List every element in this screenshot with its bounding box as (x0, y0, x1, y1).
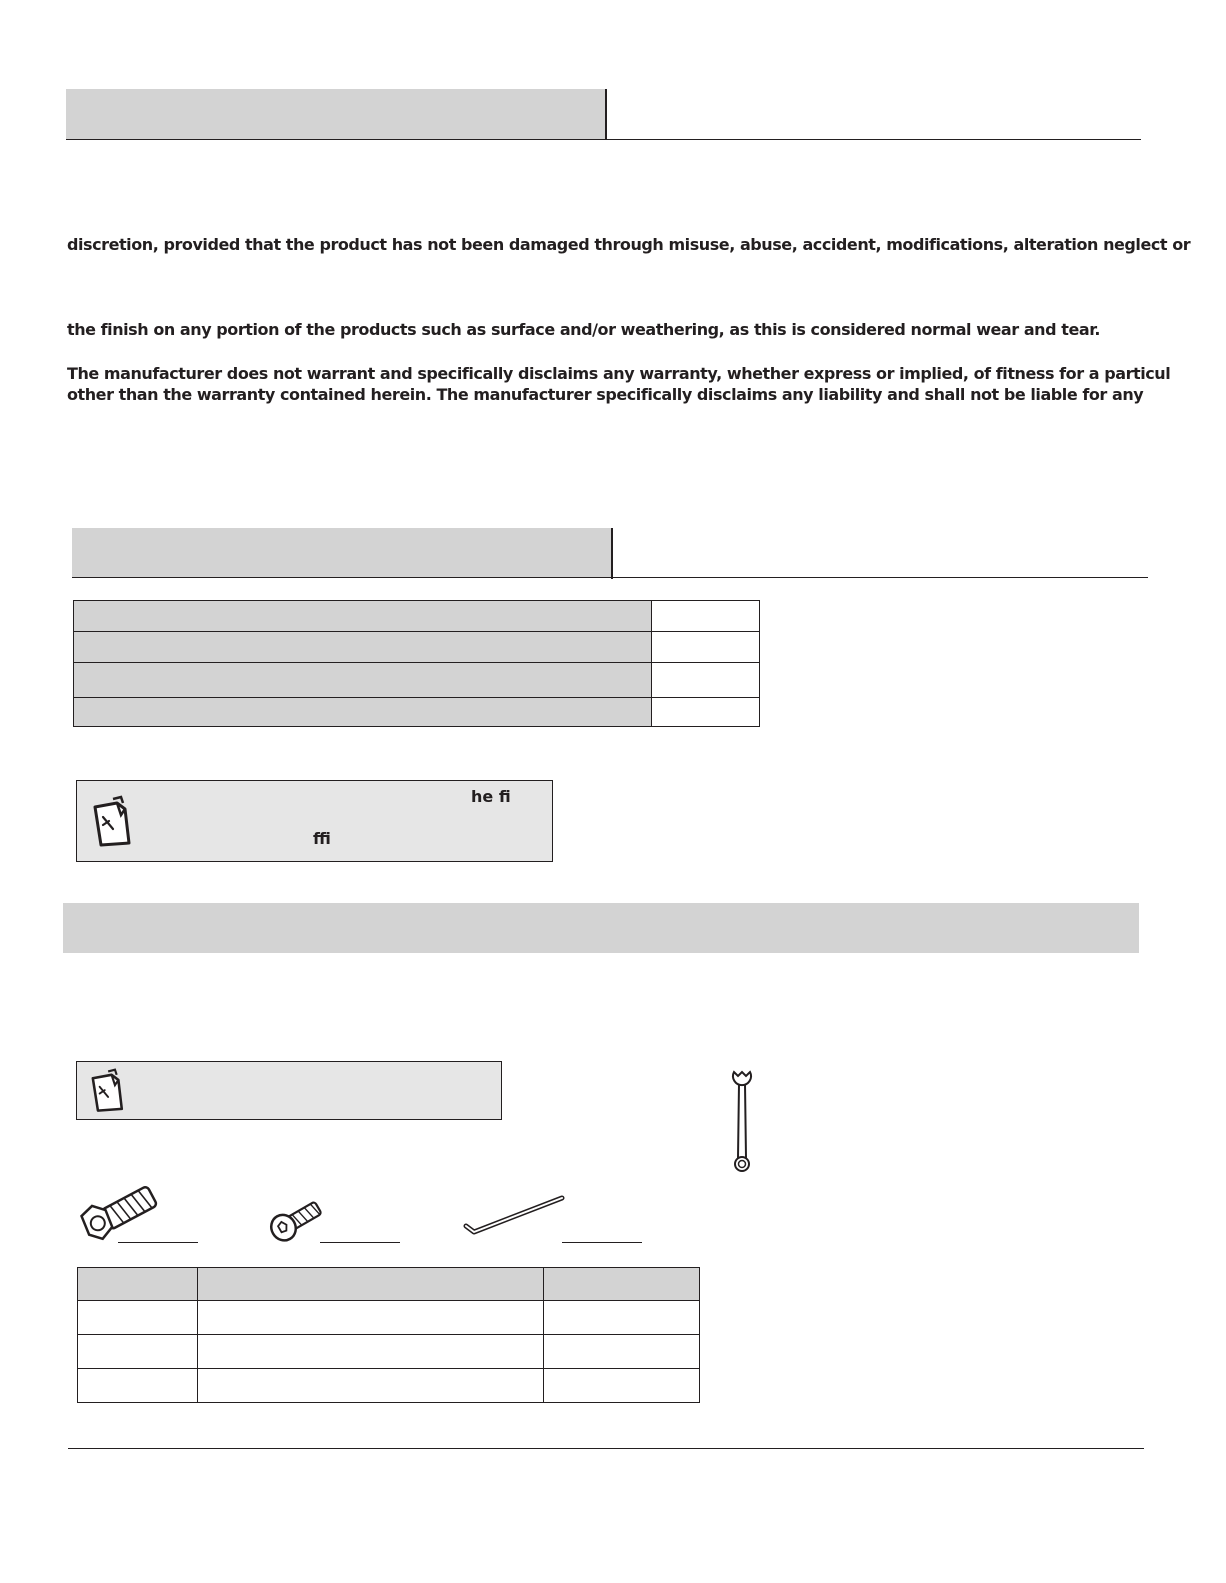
table-cell (544, 1369, 700, 1403)
note-box (76, 1061, 502, 1120)
table-row (78, 1301, 700, 1335)
table-header-row (78, 1268, 700, 1301)
table-header-cell (198, 1268, 544, 1301)
table-cell-value (652, 663, 760, 698)
table-cell (198, 1335, 544, 1369)
hex-bolt-icon (74, 1176, 164, 1248)
table-cell (198, 1301, 544, 1335)
table-header-cell (78, 1268, 198, 1301)
table-row (74, 698, 760, 727)
table-row (74, 632, 760, 663)
quantity-underline (562, 1242, 642, 1243)
specifications-table (73, 600, 760, 727)
quantity-underline (118, 1242, 198, 1243)
quantity-underline (320, 1242, 400, 1243)
combination-wrench-icon (724, 1066, 760, 1176)
table-cell (544, 1335, 700, 1369)
table-cell-value (652, 601, 760, 632)
section-header-package-contents (63, 903, 1139, 953)
table-row (78, 1335, 700, 1369)
table-cell-label (74, 663, 652, 698)
table-cell-label (74, 601, 652, 632)
button-head-screw-icon (264, 1194, 330, 1248)
note-text-fragment: he fi (471, 787, 511, 806)
table-cell (198, 1369, 544, 1403)
warranty-line-1: discretion, provided that the product has not been damaged through misuse, abuse, accident, modifications, alteration neglect or (67, 235, 1191, 254)
section-header-divider (605, 89, 607, 140)
note-pad-icon (89, 1068, 129, 1114)
section-header-warranty (66, 89, 606, 139)
footer-rule (68, 1448, 1144, 1449)
warranty-line-3: The manufacturer does not warrant and specifically disclaims any warranty, whether express or implied, of fitness for a particul (67, 364, 1171, 383)
section-header-specifications (72, 528, 612, 578)
note-pad-icon (91, 795, 137, 849)
table-cell (544, 1301, 700, 1335)
note-box (76, 780, 553, 862)
section-header-divider (611, 528, 613, 579)
table-cell (78, 1335, 198, 1369)
table-row (74, 601, 760, 632)
table-header-cell (544, 1268, 700, 1301)
table-cell-value (652, 698, 760, 727)
table-cell-value (652, 632, 760, 663)
table-row (78, 1369, 700, 1403)
table-cell-label (74, 698, 652, 727)
allen-key-icon (456, 1192, 566, 1244)
table-cell-label (74, 632, 652, 663)
section-header-rule (72, 577, 1148, 578)
warranty-line-4: other than the warranty contained herein. The manufacturer specifically disclaims any liability and shall not be liable for any (67, 385, 1144, 404)
warranty-line-2: the finish on any portion of the products such as surface and/or weathering, as this is considered normal wear and tear. (67, 320, 1100, 339)
section-header-rule (66, 139, 1141, 140)
table-cell (78, 1369, 198, 1403)
table-row (74, 663, 760, 698)
note-text-fragment: ffi (313, 829, 331, 848)
hardware-table (77, 1267, 700, 1403)
table-cell (78, 1301, 198, 1335)
